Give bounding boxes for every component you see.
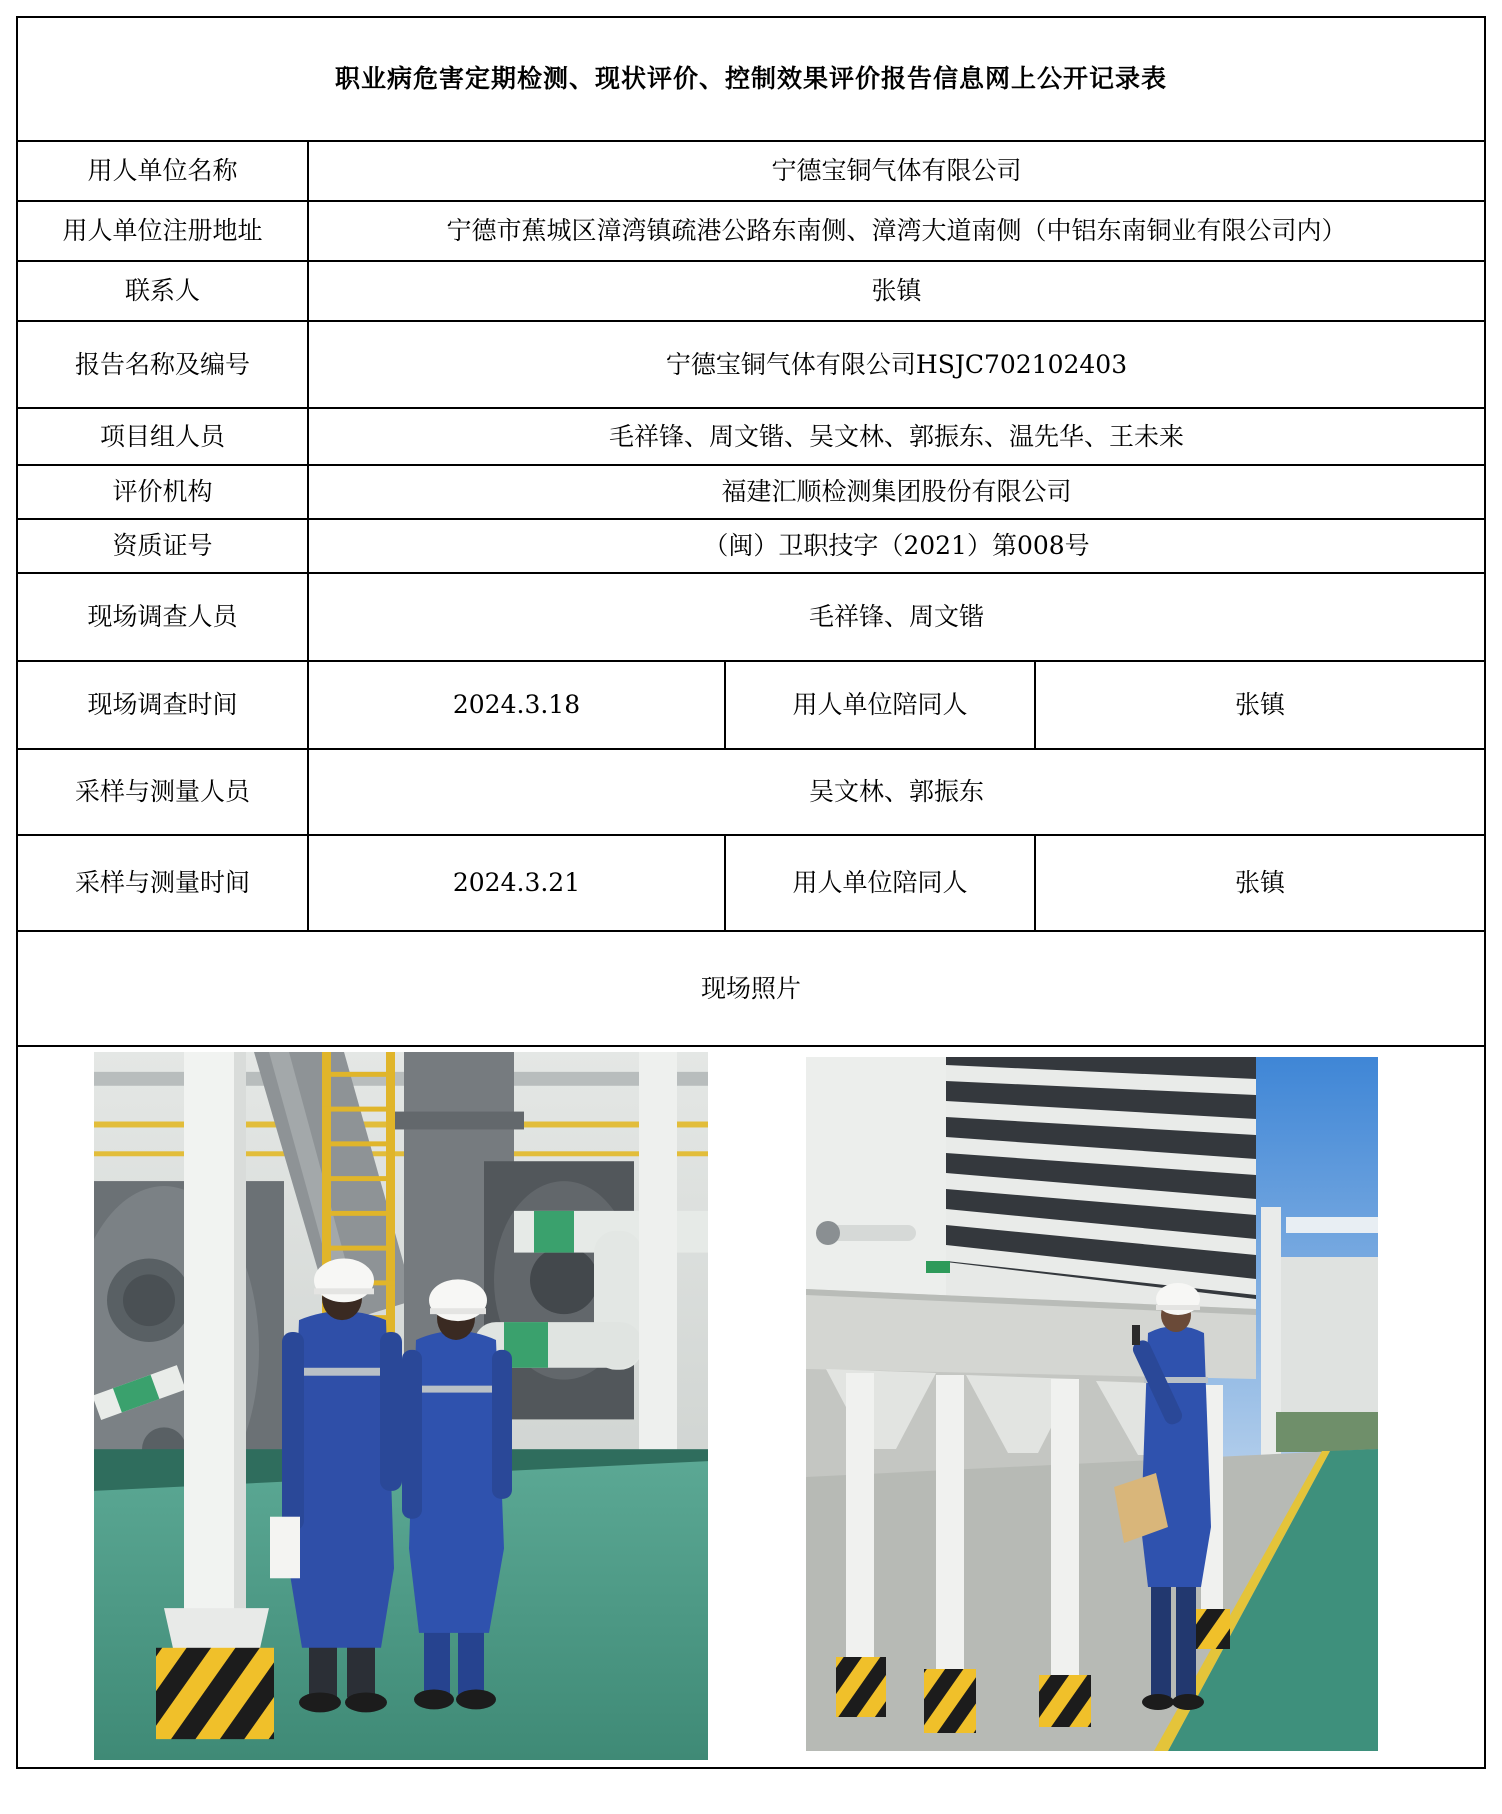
title-row <box>17 17 1485 141</box>
label-photos: 现场照片 <box>17 931 1485 1046</box>
value-sampling-time: 2024.3.21 <box>308 835 725 931</box>
label-project-team: 项目组人员 <box>17 408 308 465</box>
row-contact <box>17 261 1485 321</box>
label-report: 报告名称及编号 <box>17 321 308 408</box>
value-project-team: 毛祥锋、周文锴、吴文林、郭振东、温先华、王未来 <box>308 408 1485 465</box>
row-qualification <box>17 519 1485 573</box>
label-sampling-staff: 采样与测量人员 <box>17 749 308 835</box>
row-photos <box>17 1046 1485 1768</box>
value-employer-name: 宁德宝铜气体有限公司 <box>308 141 1485 201</box>
row-project-team <box>17 408 1485 465</box>
photos-cell <box>17 1046 1485 1768</box>
label-sampling-companion: 用人单位陪同人 <box>725 835 1035 931</box>
row-employer-name <box>17 141 1485 201</box>
value-agency: 福建汇顺检测集团股份有限公司 <box>308 465 1485 519</box>
page-title: 职业病危害定期检测、现状评价、控制效果评价报告信息网上公开记录表 <box>17 17 1485 141</box>
label-contact: 联系人 <box>17 261 308 321</box>
row-agency <box>17 465 1485 519</box>
site-photo-2 <box>806 1057 1378 1751</box>
site-photo-1 <box>94 1052 708 1760</box>
row-sampling-staff <box>17 749 1485 835</box>
label-employer-name: 用人单位名称 <box>17 141 308 201</box>
row-survey-staff <box>17 573 1485 661</box>
value-employer-address: 宁德市蕉城区漳湾镇疏港公路东南侧、漳湾大道南侧（中铝东南铜业有限公司内） <box>308 201 1485 261</box>
value-survey-staff: 毛祥锋、周文锴 <box>308 573 1485 661</box>
value-survey-companion: 张镇 <box>1035 661 1485 749</box>
row-survey-time <box>17 661 1485 749</box>
row-report <box>17 321 1485 408</box>
site-photo-1-image <box>94 1052 708 1760</box>
label-survey-staff: 现场调查人员 <box>17 573 308 661</box>
value-qualification: （闽）卫职技字（2021）第008号 <box>308 519 1485 573</box>
row-employer-address <box>17 201 1485 261</box>
value-sampling-companion: 张镇 <box>1035 835 1485 931</box>
site-photo-2-image <box>806 1057 1378 1751</box>
value-sampling-staff: 吴文林、郭振东 <box>308 749 1485 835</box>
label-sampling-time: 采样与测量时间 <box>17 835 308 931</box>
value-contact: 张镇 <box>308 261 1485 321</box>
value-survey-time: 2024.3.18 <box>308 661 725 749</box>
value-report: 宁德宝铜气体有限公司HSJC702102403 <box>308 321 1485 408</box>
label-qualification: 资质证号 <box>17 519 308 573</box>
label-survey-time: 现场调查时间 <box>17 661 308 749</box>
photos-container <box>18 1047 1484 1767</box>
label-employer-address: 用人单位注册地址 <box>17 201 308 261</box>
row-sampling-time <box>17 835 1485 931</box>
record-table <box>16 16 1486 1769</box>
label-survey-companion: 用人单位陪同人 <box>725 661 1035 749</box>
label-agency: 评价机构 <box>17 465 308 519</box>
row-photos-label <box>17 931 1485 1046</box>
